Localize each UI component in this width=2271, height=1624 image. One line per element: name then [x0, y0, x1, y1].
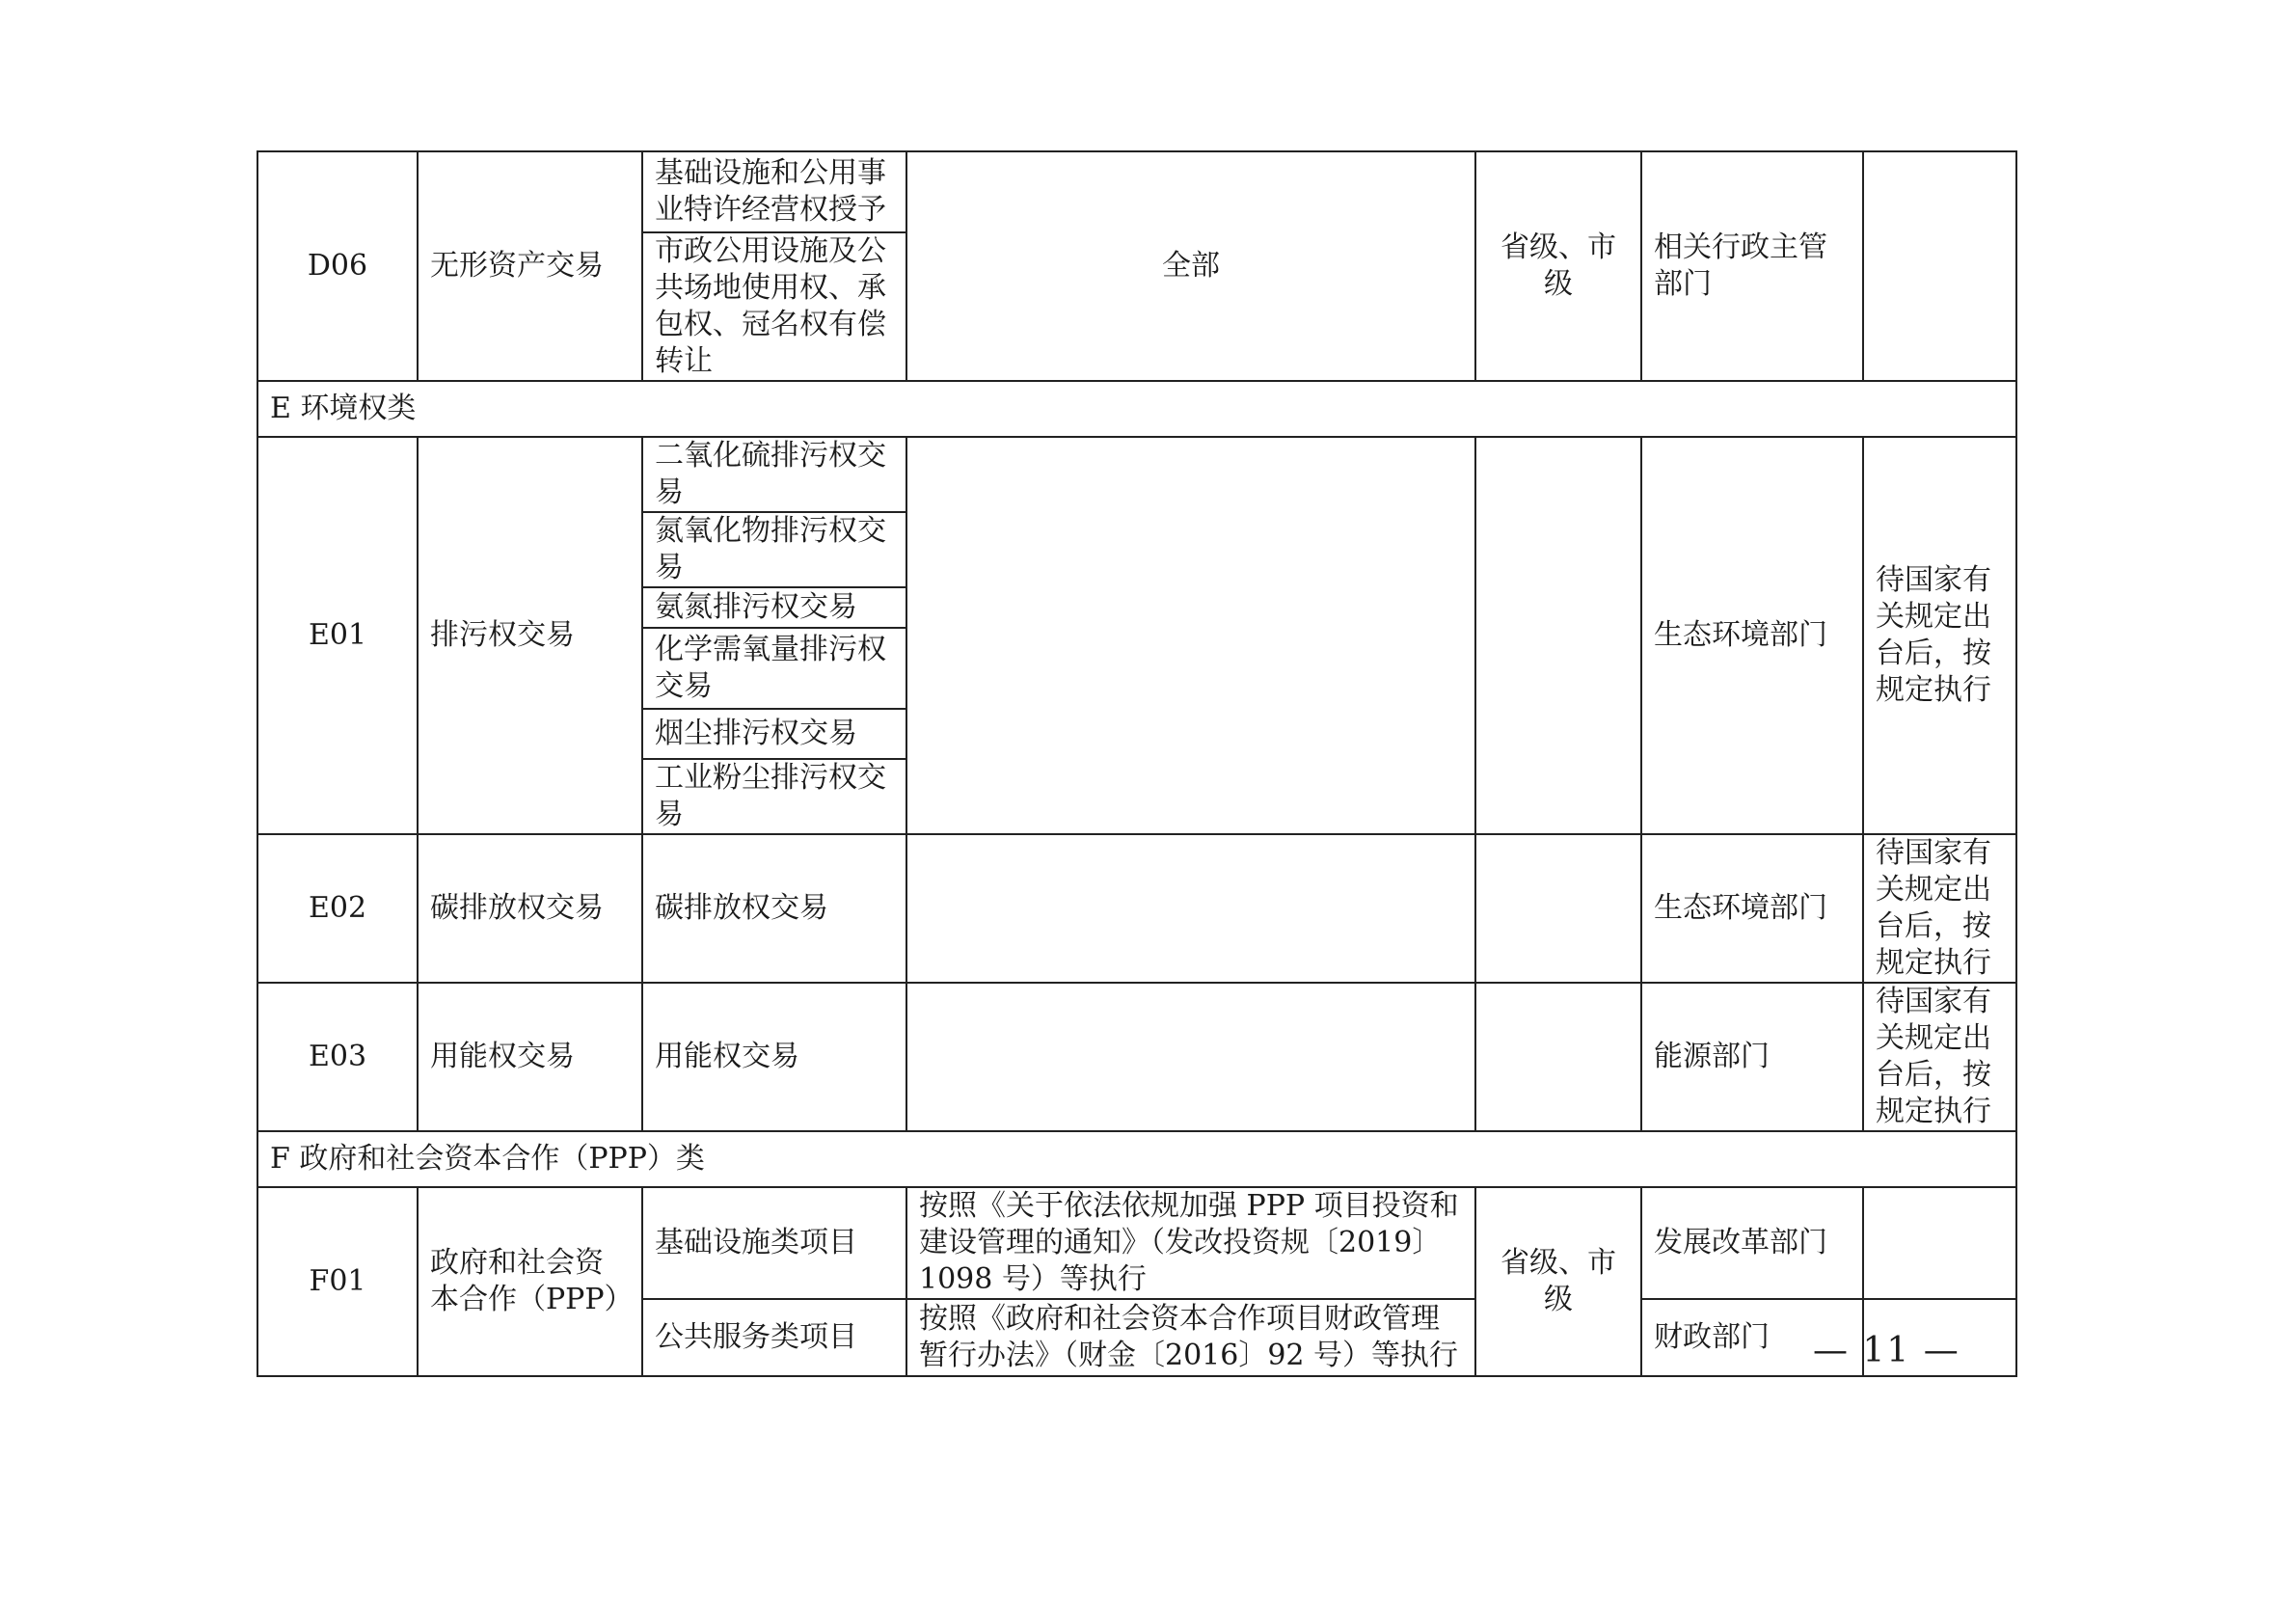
page-number: — 11 — [1813, 1331, 1960, 1370]
dept-cell: 财政部门 [1641, 1299, 1863, 1376]
level-cell [1475, 437, 1641, 834]
sub-item: 化学需氧量排污权交易 [642, 628, 906, 709]
dept-cell: 生态环境部门 [1641, 437, 1863, 834]
level-cell [1475, 983, 1641, 1131]
item-code: D06 [257, 151, 418, 381]
dept-cell: 生态环境部门 [1641, 834, 1863, 983]
sub-item: 碳排放权交易 [642, 834, 906, 983]
section-heading-f: F 政府和社会资本合作（PPP）类 [257, 1131, 2016, 1187]
scope-cell [906, 983, 1475, 1131]
scope-cell [906, 834, 1475, 983]
item-name: 碳排放权交易 [418, 834, 642, 983]
scope-cell: 按照《政府和社会资本合作项目财政管理暂行办法》（财金〔2016〕92 号）等执行 [906, 1299, 1475, 1376]
dept-cell: 发展改革部门 [1641, 1187, 1863, 1299]
table-row [257, 437, 2016, 512]
sub-item: 市政公用设施及公共场地使用权、承包权、冠名权有偿转让 [642, 232, 906, 381]
catalog-table [257, 150, 2017, 1377]
item-code: E02 [257, 834, 418, 983]
item-code: E01 [257, 437, 418, 834]
dept-cell: 能源部门 [1641, 983, 1863, 1131]
scope-cell [906, 437, 1475, 834]
sub-item: 二氧化硫排污权交易 [642, 437, 906, 512]
item-code: F01 [257, 1187, 418, 1376]
sub-item: 氮氧化物排污权交易 [642, 512, 906, 587]
item-name: 用能权交易 [418, 983, 642, 1131]
dept-cell: 相关行政主管部门 [1641, 151, 1863, 381]
table-row [257, 151, 2016, 232]
note-cell: 待国家有关规定出台后，按规定执行 [1863, 834, 2016, 983]
table-row [257, 834, 2016, 983]
sub-item: 基础设施和公用事业特许经营权授予 [642, 151, 906, 232]
note-cell [1863, 151, 2016, 381]
section-row [257, 1131, 2016, 1187]
note-cell: 待国家有关规定出台后，按规定执行 [1863, 437, 2016, 834]
level-cell: 省级、市级 [1475, 1187, 1641, 1376]
sub-item: 用能权交易 [642, 983, 906, 1131]
sub-item: 公共服务类项目 [642, 1299, 906, 1376]
item-name: 排污权交易 [418, 437, 642, 834]
table-row [257, 983, 2016, 1131]
section-heading-e: E 环境权类 [257, 381, 2016, 437]
note-cell [1863, 1187, 2016, 1299]
sub-item: 基础设施类项目 [642, 1187, 906, 1299]
table-row [257, 1187, 2016, 1299]
sub-item: 烟尘排污权交易 [642, 709, 906, 759]
level-cell [1475, 834, 1641, 983]
scope-cell: 全部 [906, 151, 1475, 381]
scope-cell: 按照《关于依法依规加强 PPP 项目投资和建设管理的通知》（发改投资规〔2019〕1098 号）等执行 [906, 1187, 1475, 1299]
sub-item: 氨氮排污权交易 [642, 587, 906, 628]
item-name: 政府和社会资本合作（PPP） [418, 1187, 642, 1376]
note-cell: 待国家有关规定出台后，按规定执行 [1863, 983, 2016, 1131]
item-name: 无形资产交易 [418, 151, 642, 381]
level-cell: 省级、市级 [1475, 151, 1641, 381]
item-code: E03 [257, 983, 418, 1131]
section-row [257, 381, 2016, 437]
sub-item: 工业粉尘排污权交易 [642, 759, 906, 834]
